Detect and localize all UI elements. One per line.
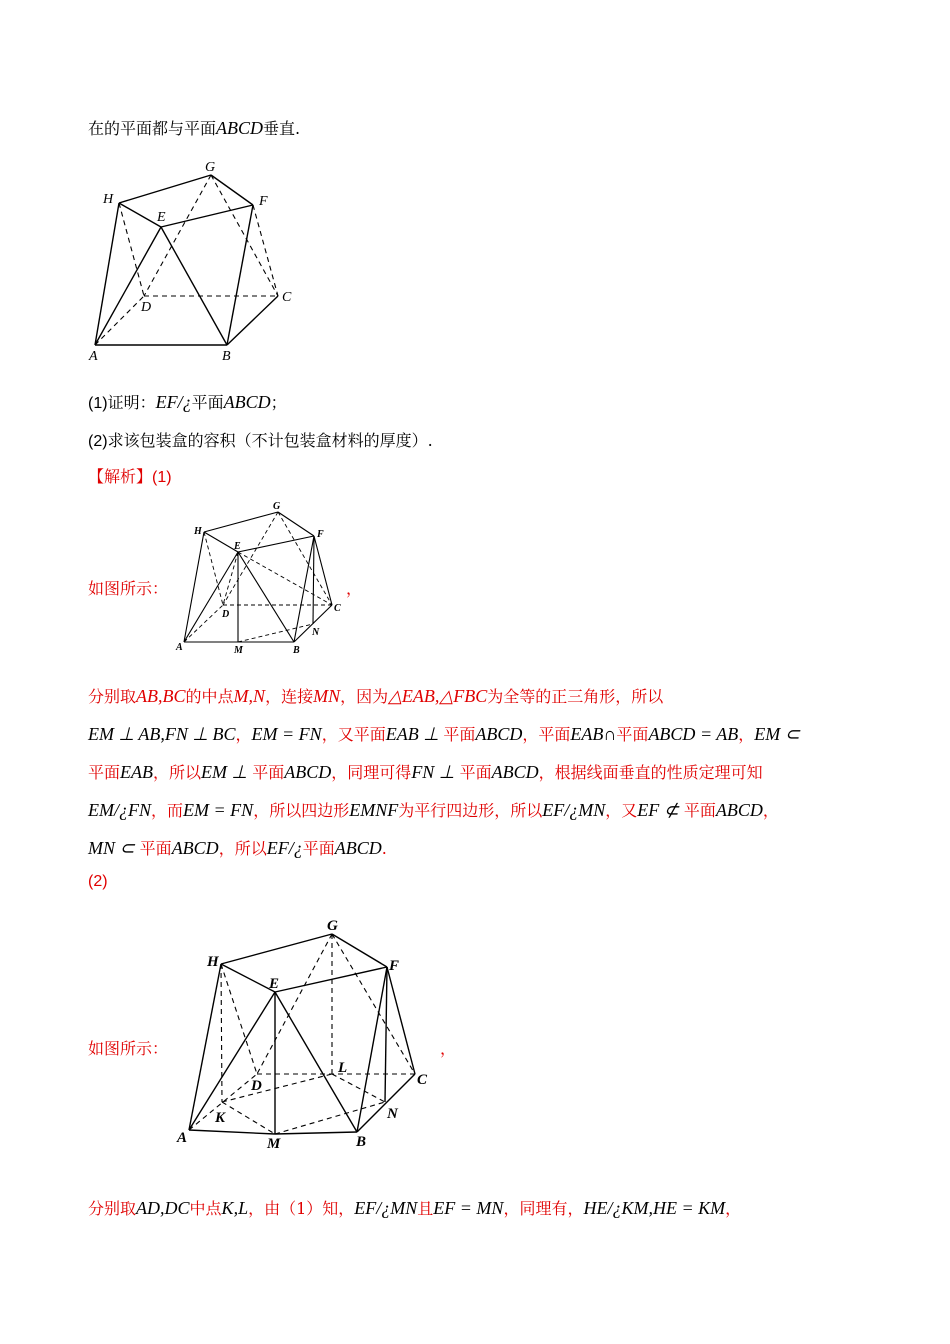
figure-2-comma: ， bbox=[346, 579, 363, 598]
fig3-label-d: D bbox=[251, 1078, 262, 1094]
fig1-label-g: G bbox=[205, 160, 216, 175]
fig2-label-b: B bbox=[293, 645, 300, 656]
solution-line-3: 平面EAB，所以EM ⊥ 平面ABCD，同理可得FN ⊥ 平面ABCD，根据线面垂直的性质定理可知 bbox=[88, 762, 763, 782]
intro-line: 在的平面都与平面ABCD垂直. bbox=[88, 118, 301, 138]
solution-part-2-heading: (2) bbox=[88, 873, 108, 890]
figure-3-comma: ， bbox=[440, 1039, 457, 1058]
figure-3-polyhedron bbox=[175, 912, 440, 1152]
fig1-label-a: A bbox=[89, 349, 98, 364]
solution-line-2: EM ⊥ AB,FN ⊥ BC，EM = FN，又平面EAB ⊥ 平面ABCD，平面EAB∩平面ABCD = AB，EM ⊂ bbox=[88, 724, 800, 744]
fig1-label-d: D bbox=[141, 300, 152, 315]
fig3-label-e: E bbox=[269, 976, 280, 992]
fig2-label-n: N bbox=[312, 627, 320, 638]
fig2-label-h: H bbox=[194, 526, 202, 537]
fig1-label-e: E bbox=[157, 210, 166, 225]
fig3-label-c: C bbox=[417, 1072, 428, 1088]
fig3-label-b: B bbox=[356, 1134, 367, 1150]
fig2-label-c: C bbox=[334, 603, 341, 614]
fig3-label-g: G bbox=[327, 918, 338, 934]
fig3-label-n: N bbox=[387, 1106, 398, 1122]
figure-2-polyhedron bbox=[172, 497, 352, 657]
fig3-label-h: H bbox=[207, 954, 219, 970]
question-2: (2)求该包装盒的容积（不计包装盒材料的厚度）. bbox=[88, 431, 433, 450]
fig2-label-f: F bbox=[317, 529, 324, 540]
fig2-label-d: D bbox=[222, 609, 230, 620]
solution-line-4: EM/¿FN，而EM = FN，所以四边形EMNF为平行四边形，所以EF/¿MN，又EF ⊄ 平面ABCD， bbox=[88, 800, 779, 820]
fig1-label-h: H bbox=[103, 192, 114, 207]
solution-line-1: 分别取AB,BC的中点M,N，连接MN，因为△EAB,△FBC为全等的正三角形，所以 bbox=[88, 686, 664, 706]
fig3-label-k: K bbox=[215, 1110, 226, 1126]
analysis-heading: 【解析】(1) bbox=[88, 467, 172, 486]
figure-2-intro: 如图所示： bbox=[88, 579, 169, 598]
fig1-label-f: F bbox=[259, 194, 268, 209]
question-1: (1)证明：EF/¿平面ABCD； bbox=[88, 392, 287, 412]
solution-line-6: 分别取AD,DC中点K,L，由（1）知，EF/¿MN且EF = MN，同理有，HE/¿KM,HE = KM， bbox=[88, 1198, 742, 1218]
fig3-label-a: A bbox=[177, 1130, 188, 1146]
figure-3-intro: 如图所示： bbox=[88, 1039, 169, 1058]
fig1-label-b: B bbox=[222, 349, 231, 364]
fig2-label-e: E bbox=[234, 541, 241, 552]
solution-line-5: MN ⊂ 平面ABCD，所以EF/¿平面ABCD. bbox=[88, 838, 387, 858]
fig2-label-g: G bbox=[273, 501, 281, 512]
fig1-label-c: C bbox=[282, 290, 292, 305]
figure-1-polyhedron bbox=[85, 155, 305, 370]
fig3-label-m: M bbox=[267, 1136, 281, 1152]
fig2-label-m: M bbox=[234, 645, 243, 656]
fig3-label-l: L bbox=[338, 1060, 348, 1076]
fig2-label-a: A bbox=[176, 642, 183, 653]
fig3-label-f: F bbox=[389, 958, 400, 974]
